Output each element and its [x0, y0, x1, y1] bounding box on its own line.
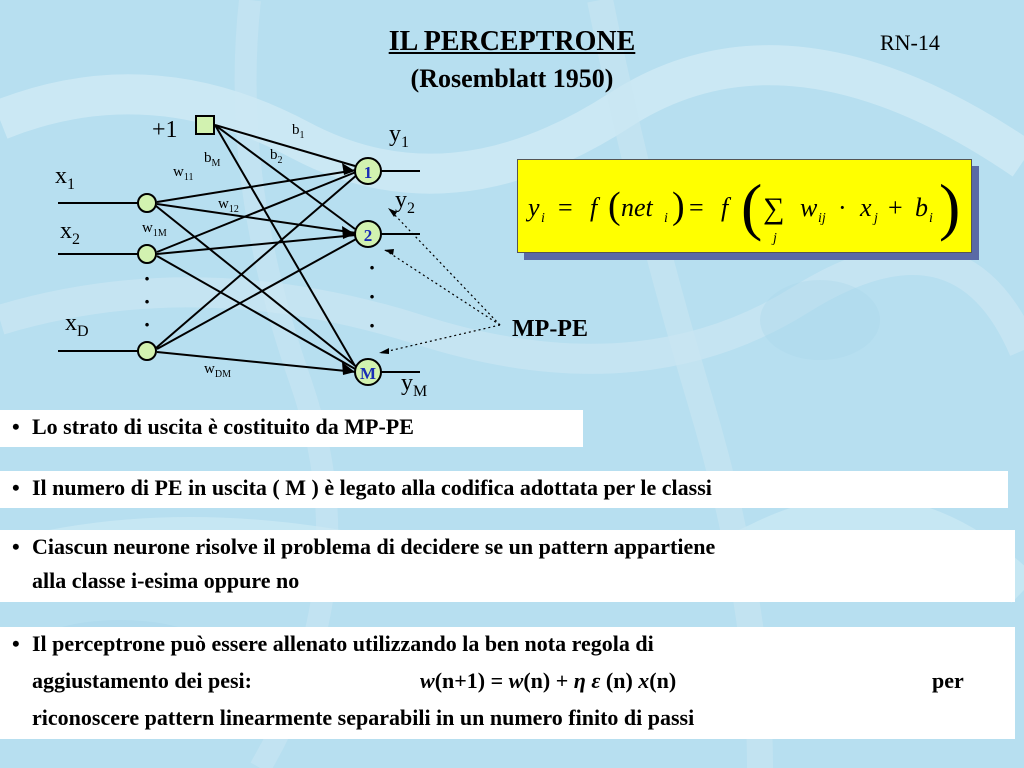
svg-text:x: x — [860, 193, 872, 222]
svg-text:(: ( — [608, 185, 621, 227]
svg-text:ij: ij — [818, 211, 826, 226]
input-node-1 — [138, 194, 156, 212]
bullet-1-text: Lo strato di uscita è costituito da MP-PE — [32, 414, 414, 439]
svg-text:j: j — [874, 211, 878, 226]
bullet-3-line-2: alla classe i-esima oppure no — [32, 568, 300, 593]
weight-label-b1: $b_1$ — [292, 122, 305, 141]
bullet-4 — [0, 627, 1015, 739]
input-node-2 — [138, 245, 156, 263]
svg-text:): ) — [939, 171, 961, 242]
bullet-4-line-1: Il perceptrone può essere allenato utilizzando la ben nota regola di — [32, 631, 654, 656]
connection-2-2 — [157, 235, 356, 254]
bias-node — [196, 116, 214, 134]
weight-update-rule: w(n+1) = w(n) + η ε (n) x(n) — [420, 668, 677, 693]
svg-text:(: ( — [741, 171, 763, 242]
svg-text:net: net — [621, 193, 653, 222]
bullet-4-line-3: riconoscere pattern linearmente separabili in un numero finito di passi — [32, 705, 695, 730]
bullet-marker: • — [12, 631, 20, 656]
svg-text:j: j — [773, 231, 777, 246]
connection-2-m — [157, 256, 357, 370]
connection-d-2 — [157, 238, 358, 349]
mp-pe-pointers — [380, 210, 500, 353]
input-node-d — [138, 342, 156, 360]
input-ellipsis-3: · — [143, 312, 151, 337]
output-node-2-label: 2 — [363, 226, 373, 245]
weight-label-w1m: $w_{1M}$ — [142, 220, 167, 239]
bullet-3-line-1: Ciascun neurone risolve il problema di decidere se un pattern appartiene — [32, 534, 716, 559]
svg-text:i: i — [541, 211, 545, 226]
output-node-m-label: M — [359, 364, 377, 383]
svg-text:y: y — [528, 193, 540, 222]
bullet-marker: • — [12, 534, 20, 559]
input-label-x1: $x_1$ — [55, 163, 75, 193]
formula-box — [517, 159, 972, 253]
svg-text:i: i — [664, 211, 668, 226]
bullet-1 — [0, 410, 583, 447]
bullet-4-line-2-prefix: aggiustamento dei pesi: — [32, 668, 252, 693]
weight-label-b2: $b_2$ — [270, 147, 283, 166]
perceptron-network-diagram — [0, 100, 500, 410]
weight-label-wdm: $w_{DM}$ — [204, 361, 231, 380]
connection-1-m — [156, 206, 358, 368]
output-ellipsis-3: · — [368, 313, 376, 338]
svg-text:∑: ∑ — [763, 192, 785, 225]
output-label-y2: $y_2$ — [395, 187, 415, 217]
bullet-4-line-2-suffix: per — [932, 668, 964, 693]
bullet-marker: • — [12, 475, 20, 500]
svg-text:f: f — [590, 193, 598, 222]
connection-d-1 — [156, 174, 358, 348]
mp-pe-label: MP-PE — [512, 316, 588, 342]
arrowheads — [342, 163, 355, 375]
bullet-2-text: Il numero di PE in uscita ( M ) è legato alla codifica adottata per le classi — [32, 475, 712, 500]
input-ellipsis-1: · — [143, 266, 151, 291]
connection-d-m — [157, 352, 356, 372]
input-ellipsis-2: · — [143, 289, 151, 314]
perceptron-equation — [518, 160, 971, 252]
output-node-1-label: 1 — [363, 163, 373, 182]
output-ellipsis-1: · — [368, 255, 376, 280]
bullet-2 — [0, 471, 1008, 508]
output-label-y1: $y_1$ — [389, 121, 409, 151]
input-label-x2: $x_2$ — [60, 218, 80, 248]
bullet-marker: • — [12, 414, 20, 439]
output-label-ym: $y_M$ — [401, 370, 428, 400]
weight-label-bm: $b_M$ — [204, 150, 221, 169]
connection-2-1 — [157, 172, 356, 252]
svg-text:): ) — [672, 185, 685, 227]
svg-text:w: w — [800, 193, 818, 222]
svg-text:·: · — [838, 193, 847, 222]
svg-text:=: = — [689, 193, 704, 222]
input-label-xd: $x_D$ — [65, 310, 89, 340]
slide-code: RN-14 — [880, 30, 940, 55]
output-ellipsis-2: · — [368, 284, 376, 309]
bias-label: +1 — [152, 117, 178, 143]
slide-subtitle: (Rosemblatt 1950) — [410, 64, 614, 93]
svg-text:+: + — [888, 193, 903, 222]
slide-title: IL PERCEPTRONE — [388, 26, 636, 57]
svg-text:b: b — [915, 193, 928, 222]
bullet-3 — [0, 530, 1015, 602]
svg-text:i: i — [929, 211, 933, 226]
weight-label-w12: $w_{12}$ — [218, 196, 239, 215]
weight-label-w11: $w_{11}$ — [173, 164, 194, 183]
svg-text:=: = — [558, 193, 573, 222]
svg-text:f: f — [721, 193, 729, 222]
